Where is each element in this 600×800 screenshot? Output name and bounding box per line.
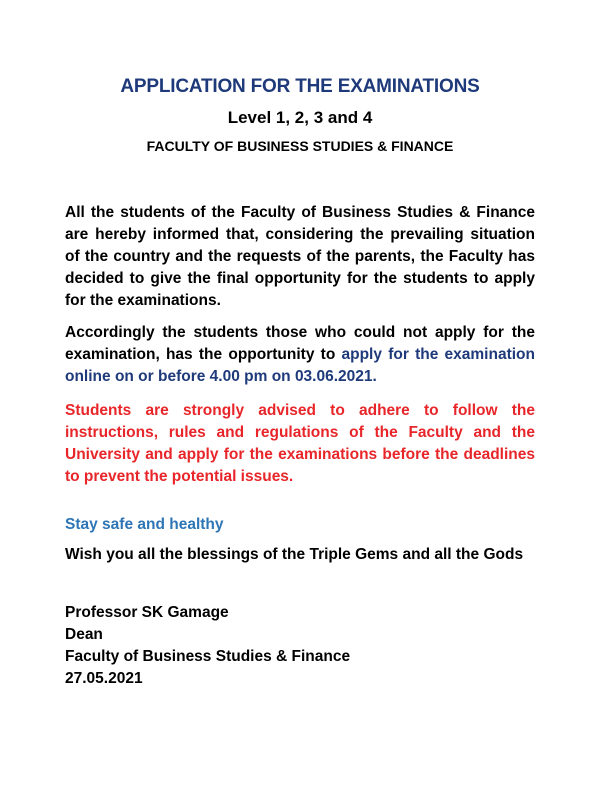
- signatory-name: Professor SK Gamage: [65, 604, 229, 621]
- stay-safe-line: Stay safe and healthy: [65, 516, 224, 533]
- opportunity-text: Accordingly the students those who could not apply for the examination, has the opportunity to: [65, 324, 535, 363]
- faculty-heading: FACULTY OF BUSINESS STUDIES & FINANCE: [146, 138, 454, 154]
- notice-title: APPLICATION FOR THE EXAMINATIONS: [120, 76, 480, 97]
- signatory-faculty: Faculty of Business Studies & Finance: [65, 648, 351, 665]
- info-paragraph: All the students of the Faculty of Business Studies & Finance are hereby informed that, considering the prevailing situation of the country and the requests of the parents, the Faculty has decided to give the final opportunity for the students to apply for the examinations.: [65, 204, 535, 309]
- blessing-line: Wish you all the blessings of the Triple Gems and all the Gods: [65, 546, 524, 563]
- advisory-paragraph: Students are strongly advised to adhere to follow the instructions, rules and regulations of the Faculty and the University and apply for the examinations before the deadlines to prevent the potential issues.: [65, 402, 535, 485]
- signature-block: [65, 602, 535, 690]
- signatory-position: Dean: [65, 626, 103, 643]
- levels-subtitle: Level 1, 2, 3 and 4: [227, 108, 373, 127]
- notice-date: 27.05.2021: [65, 670, 143, 687]
- deadline-highlight: apply for the examination online on or before 4.00 pm on 03.06.2021.: [65, 346, 535, 385]
- opportunity-paragraph: [65, 322, 535, 388]
